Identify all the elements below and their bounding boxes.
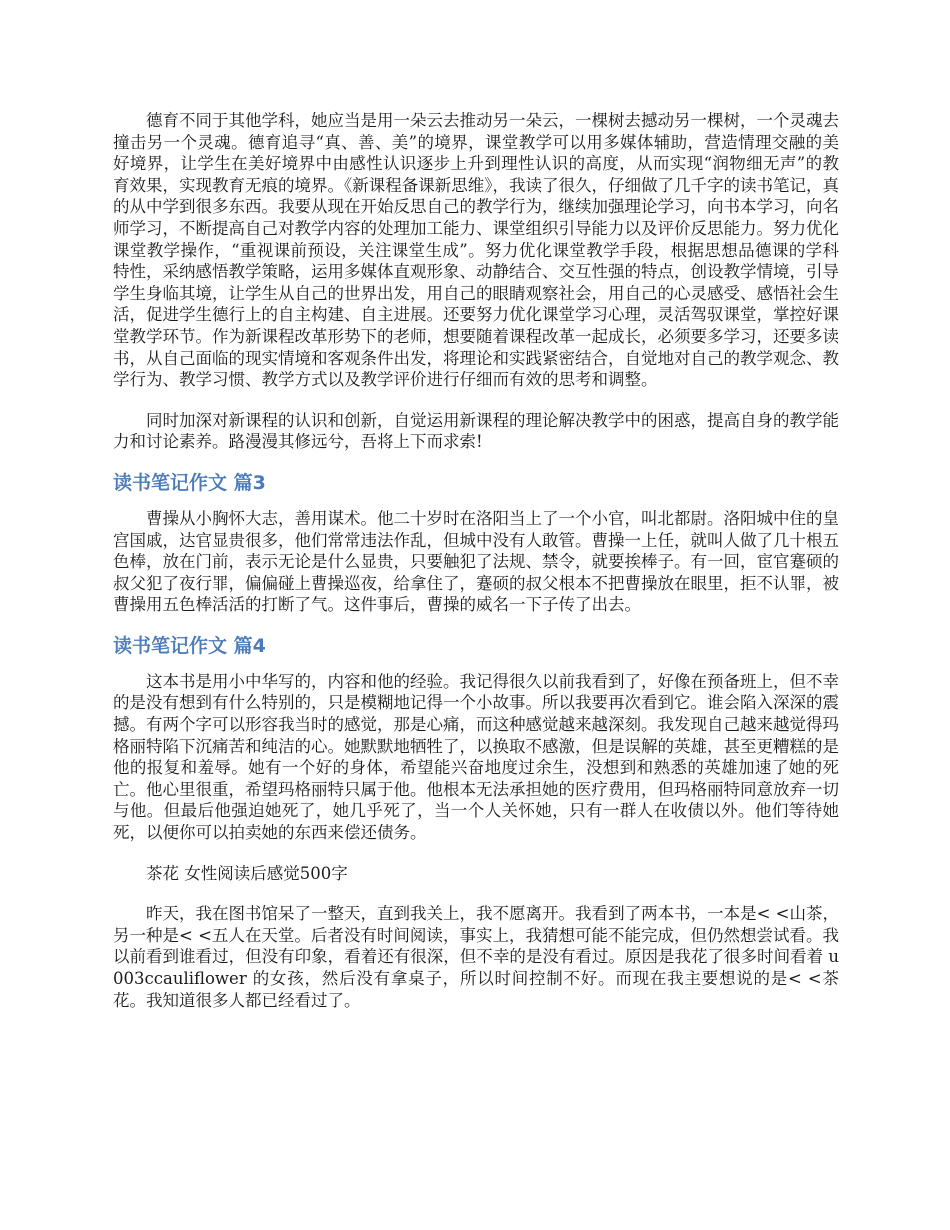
paragraph-book-review: 这本书是用小中华写的，内容和他的经验。我记得很久以前我看到了，好像在预备班上，但不幸的是没有想到有什么特别的，只是模糊地记得一个小故事。所以我要再次看到它。谁会陷入深深的震撼。有两个字可以形容我当时的感觉，那是心痛，而这种感觉越来越深刻。我发现自己越来越觉得玛格丽特陷下沉痛苦和纯洁的心。她默默地牺牲了，以换取不感激，但是误解的英雄，甚至更糟糕的是他的报复和羞辱。她有一个好的身体，希望能兴奋地度过余生，没想到和熟悉的英雄加速了她的死亡。他心里很重，希望玛格丽特只属于他。他根本无法承担她的医疗费用，但玛格丽特同意放弃一切与他。但最后他强迫她死了，她几乎死了，当一个人关怀她，只有一群人在收债以外。他们等待她死，以便你可以拍卖她的东西来偿还债务。 bbox=[113, 671, 839, 843]
paragraph-library-day: 昨天，我在图书馆呆了一整天，直到我关上，我不愿离开。我看到了两本书，一本是< <山茶，另一种是< <五人在天堂。后者没有时间阅读，事实上，我猜想可能不能完成，但仍然想尝试看。我以前看到谁看过，但没有印象，看着还有很深，但不幸的是没有看过。原因是我花了很多时间看着 u003ccauliflower 的女孩，然后没有拿桌子，所以时间控制不好。而现在我主要想说的是< <茶花。我知道很多人都已经看过了。 bbox=[113, 904, 839, 1010]
paragraph-moral-education: 德育不同于其他学科，她应当是用一朵云去推动另一朵云，一棵树去撼动另一棵树，一个灵魂去撞击另一个灵魂。德育追寻“真、善、美”的境界，课堂教学可以用多媒体辅助，营造情理交融的美好境界，让学生在美好境界中由感性认识逐步上升到理性认识的高度，从而实现“润物细无声”的教育效果，实现教育无痕的境界。《新课程备课新思维》，我读了很久，仔细做了几千字的读书笔记，真的从中学到很多东西。我要从现在开始反思自己的教学行为，继续加强理论学习，向书本学习，向名师学习，不断提高自己对教学内容的处理加工能力、课堂组织引导能力以及评价反思能力。努力优化课堂教学操作，“重视课前预设，关注课堂生成”。努力优化课堂教学手段，根据思想品德课的学科特性，采纳感悟教学策略，运用多媒体直观形象、动静结合、交互性强的特点，创设教学情境，引导学生身临其境，让学生从自己的世界出发，用自己的眼睛观察社会，用自己的心灵感受、感悟社会生活，促进学生德行上的自主构建、自主进展。还要努力优化课堂学习心理，灵活驾驭课堂，掌控好课堂教学环节。作为新课程改革形势下的老师，想要随着课程改革一起成长，必须要多学习，还要多读书，从自己面临的现实情境和客观条件出发，将理论和实践紧密结合，自觉地对自己的教学观念、教学行为、教学习惯、教学方式以及教学评价进行仔细而有效的思考和调整。 bbox=[113, 111, 839, 390]
paragraph-cao-cao: 曹操从小胸怀大志，善用谋术。他二十岁时在洛阳当上了一个小官，叫北都尉。洛阳城中住的皇宫国戚，达官显贵很多，他们常常违法作乱，但城中没有人敢管。曹操一上任，就叫人做了几十根五色棒，放在门前，表示无论是什么显贵，只要触犯了法规、禁令，就要挨棒子。有一回，宦官蹇硕的叔父犯了夜行罪，偏偏碰上曹操巡夜，给拿住了，蹇硕的叔父根本不把曹操放在眼里，拒不认罪，被曹操用五色棒活活的打断了气。这件事后，曹操的威名一下子传了出去。 bbox=[113, 508, 839, 615]
section-heading-3: 读书笔记作文 篇3 bbox=[113, 471, 266, 494]
paragraph-new-curriculum: 同时加深对新课程的认识和创新，自觉运用新课程的理论解决教学中的困惑，提高自身的教学能力和讨论素养。路漫漫其修远兮，吾将上下而求索! bbox=[113, 410, 839, 452]
document-body bbox=[113, 110, 839, 1011]
paragraph-camellia-title: 茶花 女性阅读后感觉500字 bbox=[146, 863, 348, 883]
section-heading-4: 读书笔记作文 篇4 bbox=[113, 634, 266, 657]
